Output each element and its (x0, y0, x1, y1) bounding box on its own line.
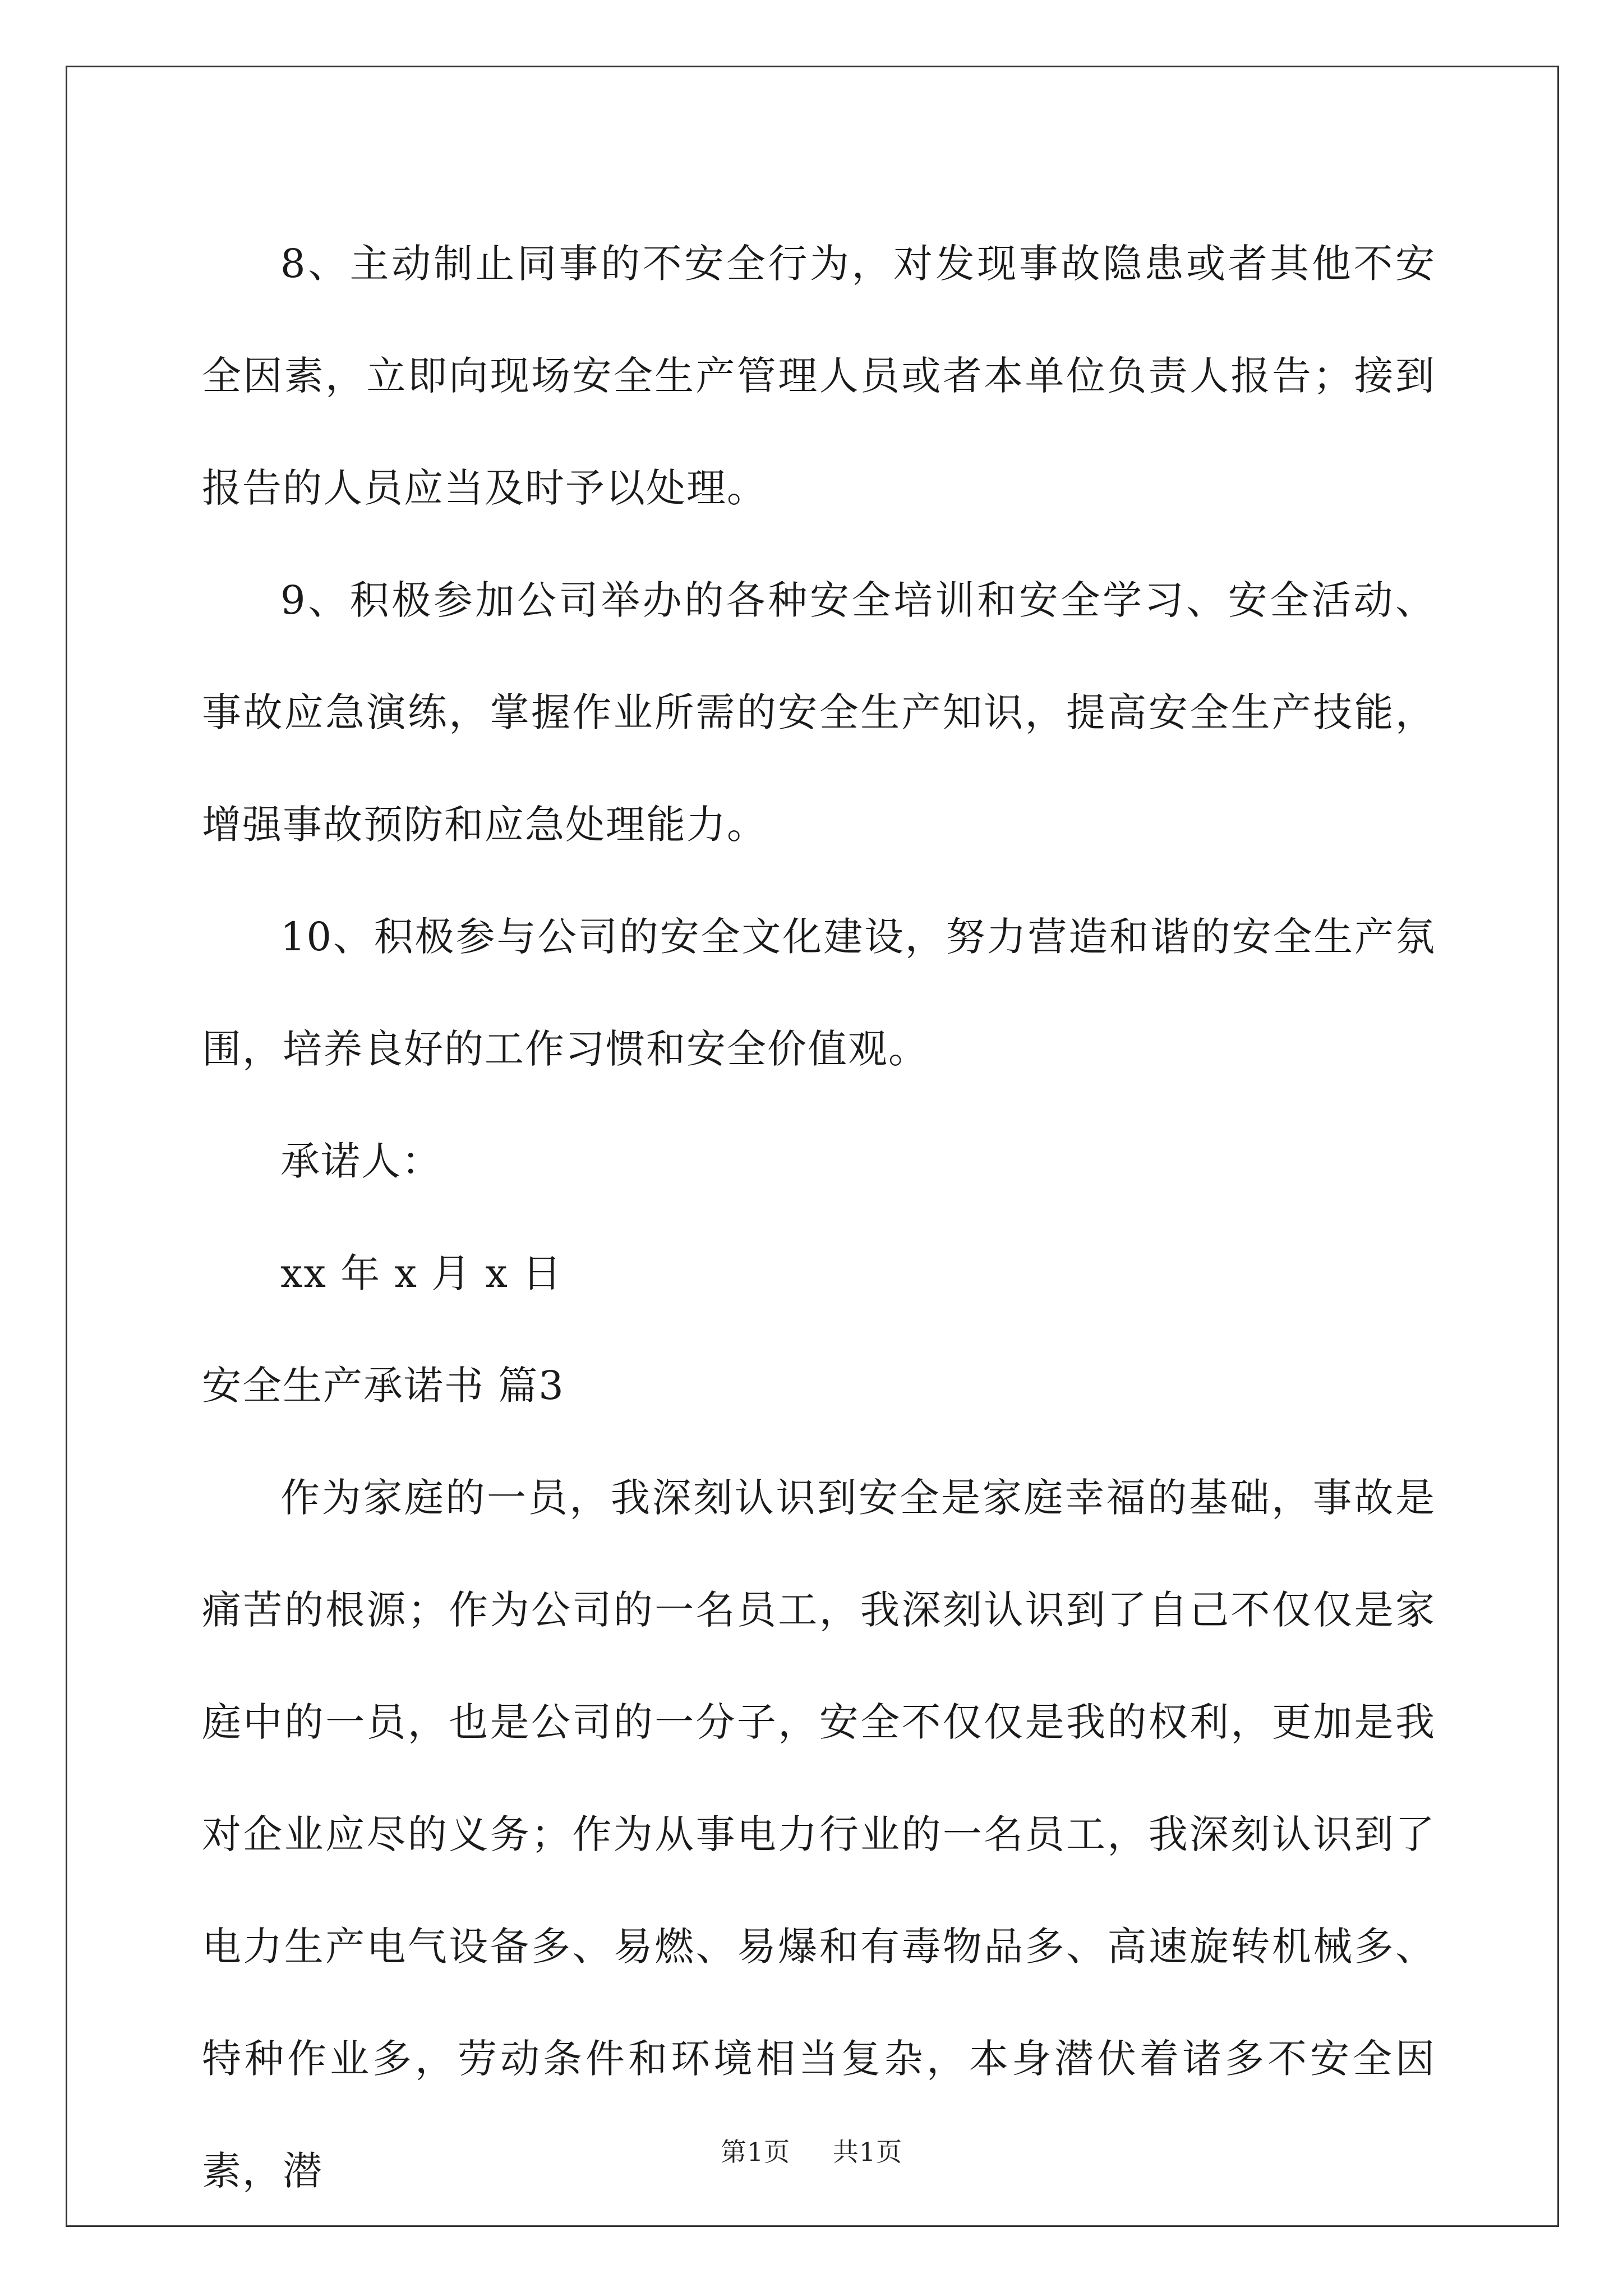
date-line: xx 年 x 月 x 日 (280, 1250, 563, 1296)
section-paragraph: 作为家庭的一员，我深刻认识到安全是家庭幸福的基础，事故是痛苦的根源；作为公司的一名员工，我深刻认识到了自己不仅仅是家庭中的一员，也是公司的一分子，安全不仅仅是我的权利，更加是我对企业应尽的义务；作为从事电力行业的一名员工，我深刻认识到了电力生产电气设备多、易燃、易爆和有毒物品多、高速旋转机械多、特种作业多，劳动条件和环境相当复杂，本身潜伏着诸多不安全因素，潜 (202, 1475, 1436, 2194)
paragraph-item-9: 9、积极参加公司举办的各种安全培训和安全学习、安全活动、事故应急演练，掌握作业所需的安全生产知识，提高安全生产技能，增强事故预防和应急处理能力。 (202, 577, 1436, 848)
paragraph-item-8: 8、主动制止同事的不安全行为，对发现事故隐患或者其他不安全因素，立即向现场安全生产管理人员或者本单位负责人报告；接到报告的人员应当及时予以处理。 (202, 241, 1436, 511)
document-body (202, 208, 1436, 2227)
signatory-label: 承诺人： (280, 1138, 442, 1184)
page-footer (0, 2132, 1623, 2169)
section-title: 安全生产承诺书 篇3 (202, 1363, 565, 1409)
page-number-total: 共1页 (832, 2137, 903, 2167)
page-number-current: 第1页 (720, 2137, 791, 2167)
paragraph-item-10: 10、积极参与公司的安全文化建设，努力营造和谐的安全生产氛围，培养良好的工作习惯和安全价值观。 (202, 914, 1436, 1072)
